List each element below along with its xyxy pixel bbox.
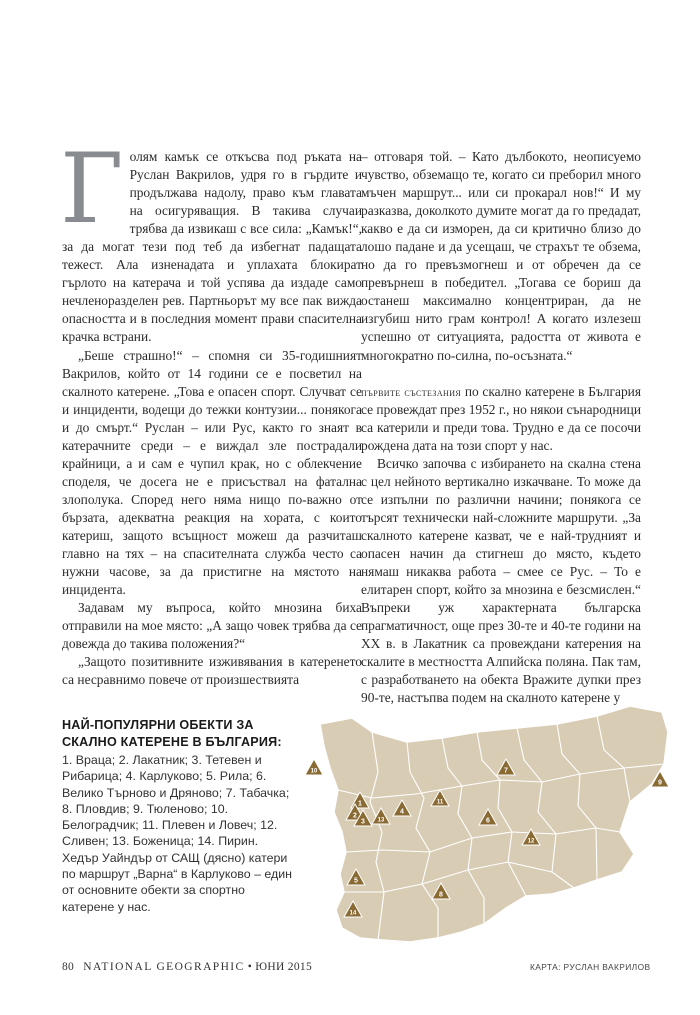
article-column-right — [361, 148, 641, 707]
marker-label: 9 — [658, 779, 662, 787]
photo-caption: Хедър Уайндър от САЩ (дясно) катери по маршрут „Варна“ в Карлуково – един от основните обекти за спортно катерене у нас. — [62, 850, 293, 914]
paragraph-text: по скално катерене в България се провеждат през 1952 г., но някои сънародници са катерили и преди това. Трудно е да се посочи рождена дата на този спорт у нас. — [361, 383, 641, 453]
magazine-brand: NATIONAL GEOGRAPHIC — [83, 961, 245, 973]
page-number: 80 — [62, 961, 75, 973]
marker-label: 4 — [400, 808, 404, 816]
sidebar-title-line: СКАЛНО КАТЕРЕНЕ В БЪЛГАРИЯ: — [62, 735, 282, 749]
article-paragraph: Задавам му въпроса, който мнозина биха отправили на мое място: „А защо човек трябва да се довежда до такива положения?“ — [62, 600, 362, 652]
article-column-left — [60, 133, 362, 689]
marker-label: 12 — [527, 838, 535, 845]
article-paragraph: „Беше страшно!“ – спомня си 35-годишният Вакрилов, който от 14 години се е посветил на скалното катерене. „Това е опасен спорт. Случват се и инциденти, водещи до тежки контузии... понякога и до смърт.“ Руслан – или Рус, както го знаят в катерачните среди – е виждал зле пострадали крайници, а и сам е чупил крак, но с облекчение споделя, че досега не е присъствал на фатална злополука. Според него няма нищо по-важно от бързата, адекватна реакция на хората, с които катериш, защото всъщност можеш да разчиташ главно на тях – на спасителната служба често са нужни часове, за да пристигне на мястото на инцидента. — [62, 347, 362, 598]
page-footer — [62, 961, 312, 973]
marker-label: 1 — [358, 800, 362, 808]
section-lead-in: първите състезания — [361, 384, 462, 399]
bulgaria-climbing-map — [312, 702, 672, 952]
article-paragraph: Всичко започва с избирането на скална стена с цел нейното вертикално изкачване. То може да се изпълни по различни начини; понякога се търсят технически най-сложните маршрути. „За скалното катерене казват, че е най-трудният и опасен начин да стигнеш до място, където нямаш никаква работа – смее се Рус. – То е елитарен спорт, който за мнозина е безсмислен.“ Въпреки уж характерната българска прагматичност, още през 30-те и 40-те години на XX в. в Лакатник са провеждани катерения на скалите в местността Алпийска поляна. Пак там, с разработването на обекта Вражите дупки през 90-те, настъпва подем на скалното катерене у — [361, 455, 641, 706]
marker-label: 3 — [361, 818, 365, 826]
marker-label: 13 — [377, 817, 385, 824]
site-marker — [305, 759, 323, 775]
footer-separator: • — [247, 961, 253, 973]
marker-label: 5 — [354, 877, 358, 885]
marker-label: 2 — [353, 812, 357, 820]
article-paragraph — [361, 383, 641, 455]
paragraph-text: олям камък се откъсва под ръката на Руслан Вакрилов, удря го в гърдите и продължава надолу, право към главата на осигуряващия. В такива случаи трябва да извикаш с все сила: „Камък!“, за да могат тези под теб да избегнат падащата тежест. Ала изненадата и уплахата блокират гърлото на катерача и той успява да издаде само нечленоразделен рев. Партньорът му все пак вижда опасността и в последния момент прави спасителна крачка встрани. — [62, 149, 362, 345]
map-credit: КАРТА: РУСЛАН ВАКРИЛОВ — [530, 962, 651, 972]
article-paragraph: „Защото позитивните изживявания в катеренето са несравнимо повече от произшествията — [62, 654, 362, 688]
sidebar-title — [62, 717, 294, 751]
marker-label: 10 — [310, 768, 318, 775]
marker-label: 6 — [486, 817, 490, 825]
sidebar-title-line: НАЙ-ПОПУЛЯРНИ ОБЕКТИ ЗА — [62, 718, 254, 732]
issue-date: ЮНИ 2015 — [255, 961, 313, 973]
section-gap — [361, 365, 641, 383]
article-paragraph — [60, 133, 362, 347]
article-paragraph: – отговаря той. – Като дълбокото, неописуемо чувство, обземащо те, когато си преборил много мъчен маршрут... или си прокарал нов!“ И му разказва, доколкото думите могат да го предадат, какво е да си изморен, да си критично близо до лошо падане и да усещаш, че страхът те обзема, но да го превъзмогнеш и от обречен да се превърнеш в победител. „Тогава се бориш да останеш максимално концентриран, да не изгубиш нито грам контрол! А когато излезеш успешно от ситуацията, радостта от живота е многократно по-силна, по-осъзната.“ — [361, 149, 641, 363]
marker-label: 11 — [436, 799, 444, 806]
marker-label: 8 — [439, 891, 443, 899]
marker-label: 7 — [504, 767, 508, 775]
marker-label: 14 — [349, 910, 357, 917]
sites-list: 1. Враца; 2. Лакатник; 3. Тетевен и Рибарица; 4. Карлуково; 5. Рила; 6. Велико Търново и Дряново; 7. Табачка; 8. Пловдив; 9. Тюленово; 10. Белоградчик; 11. Плевен и Ловеч; 12. Сливен; 13. Боженица; 14. Пирин. — [62, 753, 290, 849]
climbing-sites-sidebar — [62, 717, 294, 915]
drop-cap: Г — [60, 133, 124, 245]
